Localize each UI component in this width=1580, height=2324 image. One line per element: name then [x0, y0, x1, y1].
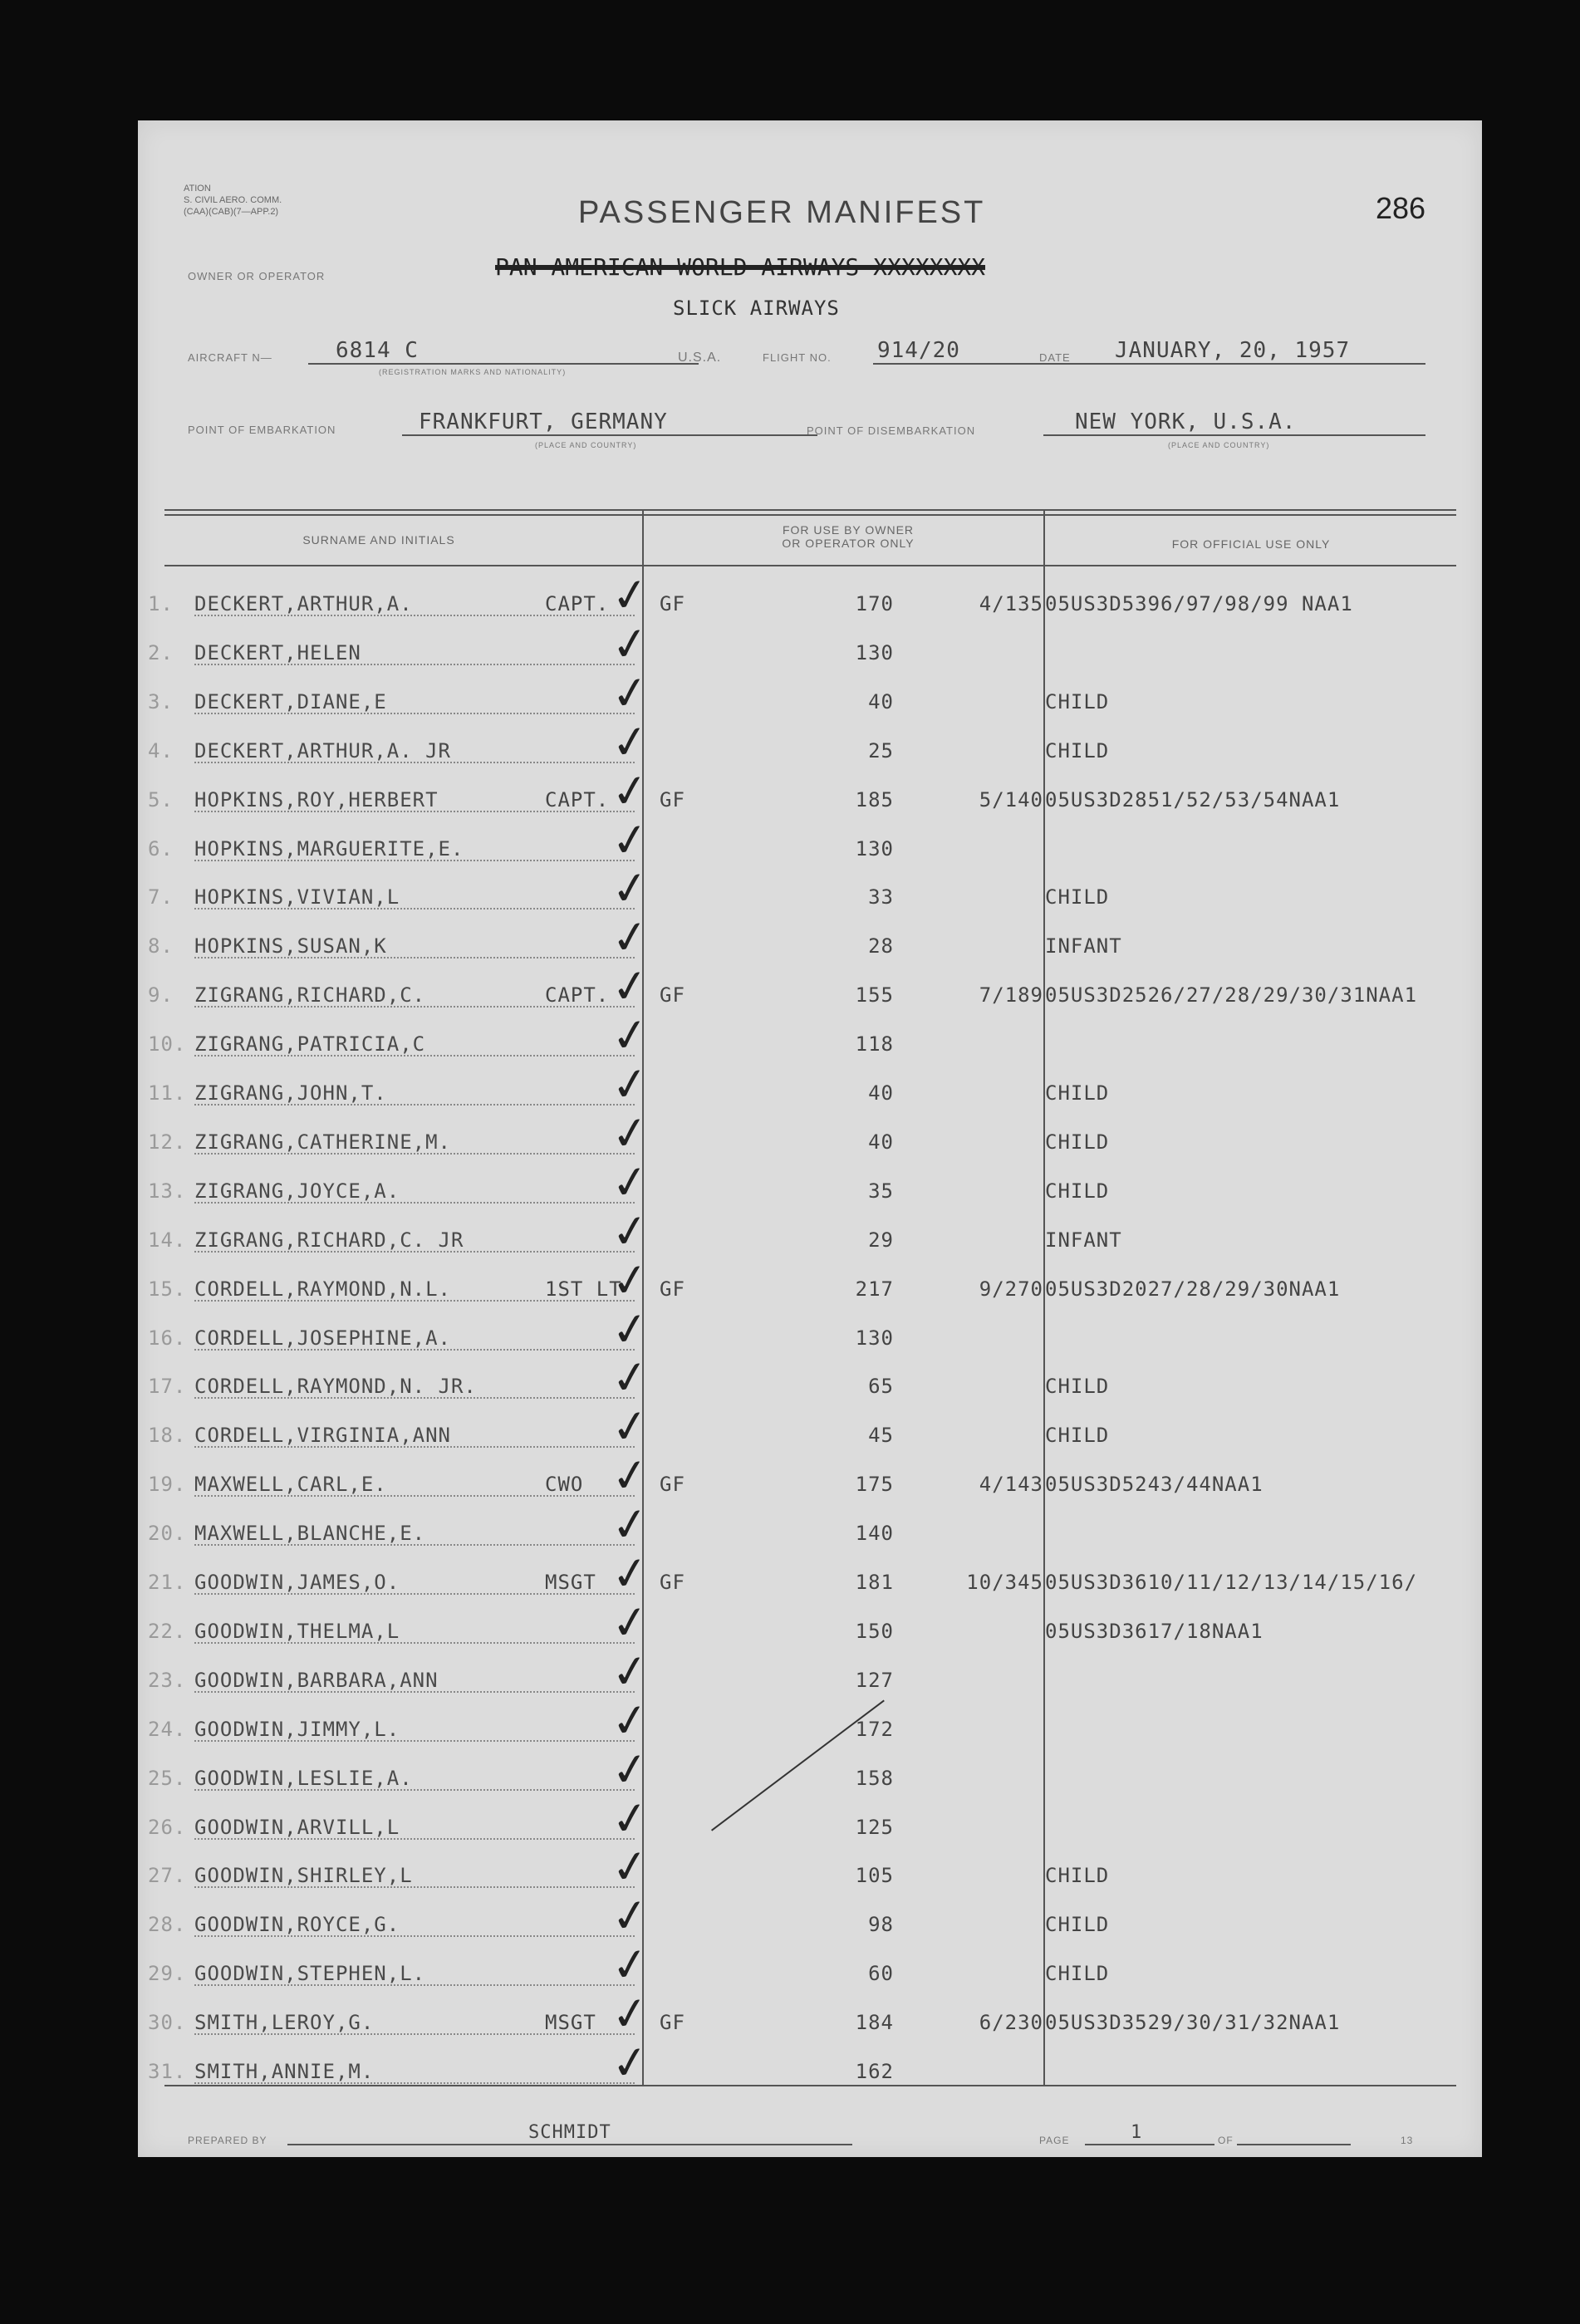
column-header-owner	[711, 523, 985, 550]
table-row	[138, 1153, 1482, 1213]
check-mark: ✓	[607, 1545, 653, 1602]
prepared-by-underline	[287, 2144, 852, 2145]
passenger-name: ZIGRANG,RICHARD,C. JR	[194, 1228, 464, 1252]
date-label: DATE	[1039, 351, 1071, 364]
check-mark: ✓	[607, 1691, 653, 1749]
row-number: 9.	[148, 983, 174, 1008]
check-mark: ✓	[607, 1447, 653, 1505]
table-row	[138, 762, 1482, 821]
passenger-name: DECKERT,ARTHUR,A. JR	[194, 738, 451, 762]
row-number: 7.	[148, 885, 174, 909]
check-mark: ✓	[607, 566, 653, 624]
weight: 60	[868, 1962, 894, 1986]
weight: 35	[868, 1179, 894, 1203]
row-number: 29.	[148, 1962, 187, 1986]
official-note: CHILD	[1045, 1081, 1110, 1105]
row-number: 26.	[148, 1815, 187, 1839]
table-row	[138, 1349, 1482, 1408]
check-mark: ✓	[607, 1153, 653, 1211]
weight: 150	[855, 1619, 894, 1643]
check-mark: ✓	[607, 664, 653, 722]
official-note: INFANT	[1045, 1228, 1122, 1252]
embark-point: FRANKFURT, GERMANY	[419, 409, 668, 434]
official-note: CHILD	[1045, 689, 1110, 713]
table-row	[138, 566, 1482, 625]
row-number: 12.	[148, 1130, 187, 1154]
manifest-sheet	[138, 120, 1482, 2157]
table-row	[138, 860, 1482, 919]
weight: 40	[868, 689, 894, 713]
weight: 172	[855, 1717, 894, 1741]
check-mark: ✓	[607, 811, 653, 869]
weight: 118	[855, 1032, 894, 1057]
column-header-name: SURNAME AND INITIALS	[302, 533, 455, 547]
passenger-name: CORDELL,RAYMOND,N. JR.	[194, 1375, 477, 1399]
date-underline	[1085, 363, 1425, 365]
table-row	[138, 958, 1482, 1017]
table-row	[138, 1887, 1482, 1946]
weight: 158	[855, 1766, 894, 1790]
weight: 98	[868, 1913, 894, 1937]
rank: CAPT.	[545, 983, 610, 1008]
check-mark: ✓	[607, 1300, 653, 1358]
row-number: 1.	[148, 592, 174, 615]
code: GF	[660, 2011, 685, 2035]
column-header-owner-line2: OR OPERATOR ONLY	[782, 537, 915, 550]
row-number: 16.	[148, 1326, 187, 1350]
passenger-name: GOODWIN,JIMMY,L.	[194, 1717, 400, 1741]
code: GF	[660, 787, 685, 811]
table-row	[138, 1740, 1482, 1800]
weight: 127	[855, 1668, 894, 1692]
page-total: 13	[1401, 2135, 1414, 2146]
passenger-name: GOODWIN,STEPHEN,L.	[194, 1962, 426, 1986]
passenger-name: GOODWIN,THELMA,L	[194, 1619, 400, 1643]
aircraft-underline	[308, 363, 699, 365]
official-note: INFANT	[1045, 934, 1122, 959]
weight: 140	[855, 1522, 894, 1546]
row-number: 23.	[148, 1668, 187, 1692]
row-number: 19.	[148, 1473, 187, 1497]
official-note: CHILD	[1045, 1375, 1110, 1399]
disembark-label: POINT OF DISEMBARKATION	[807, 424, 976, 437]
row-number: 17.	[148, 1375, 187, 1399]
row-number: 30.	[148, 2011, 187, 2035]
form-ref-line1: ATION	[184, 184, 211, 194]
passenger-name: HOPKINS,MARGUERITE,E.	[194, 836, 464, 860]
rank: MSGT	[545, 1571, 596, 1594]
owner-label: OWNER OR OPERATOR	[188, 270, 326, 282]
rank: CAPT.	[545, 592, 610, 615]
disembark-sublabel: (PLACE AND COUNTRY)	[1168, 441, 1270, 449]
table-row	[138, 1496, 1482, 1555]
weight: 155	[855, 983, 894, 1008]
weight: 45	[868, 1424, 894, 1448]
row-number: 3.	[148, 689, 174, 713]
check-mark: ✓	[607, 1985, 653, 2042]
prepared-by-name: SCHMIDT	[528, 2122, 611, 2143]
row-number: 20.	[148, 1522, 187, 1546]
table-top-rule	[164, 509, 1456, 511]
row-number: 25.	[148, 1766, 187, 1790]
weight: 184	[855, 2011, 894, 2035]
baggage: 5/140	[979, 787, 1043, 811]
check-mark: ✓	[607, 1251, 653, 1309]
table-row	[138, 615, 1482, 674]
row-number: 5.	[148, 787, 174, 811]
official-note: CHILD	[1045, 1962, 1110, 1986]
weight: 33	[868, 885, 894, 909]
table-row	[138, 1007, 1482, 1066]
aircraft-sublabel: (REGISTRATION MARKS AND NATIONALITY)	[379, 368, 567, 376]
official-note: CHILD	[1045, 1913, 1110, 1937]
passenger-name: HOPKINS,SUSAN,K	[194, 934, 387, 959]
column-header-owner-line1: FOR USE BY OWNER	[782, 523, 915, 537]
weight: 185	[855, 787, 894, 811]
row-number: 28.	[148, 1913, 187, 1937]
weight: 65	[868, 1375, 894, 1399]
page-title: PASSENGER MANIFEST	[578, 195, 986, 230]
check-mark: ✓	[607, 1887, 653, 1945]
check-mark: ✓	[607, 1105, 653, 1162]
check-mark: ✓	[607, 958, 653, 1016]
passenger-name: DECKERT,DIANE,E	[194, 689, 387, 713]
check-mark: ✓	[607, 2034, 653, 2091]
rank: CWO	[545, 1473, 584, 1497]
official-note: CHILD	[1045, 1424, 1110, 1448]
prepared-by-label: PREPARED BY	[188, 2135, 267, 2146]
table-header-rule	[164, 565, 1456, 566]
aircraft-label: AIRCRAFT N—	[188, 351, 272, 364]
weight: 130	[855, 1326, 894, 1350]
check-mark: ✓	[607, 1594, 653, 1651]
check-mark: ✓	[607, 909, 653, 967]
weight: 170	[855, 592, 894, 615]
column-header-official: FOR OFFICIAL USE ONLY	[1171, 537, 1331, 551]
table-row	[138, 1447, 1482, 1506]
row-number: 10.	[148, 1032, 187, 1057]
table-row	[138, 713, 1482, 772]
passenger-name: MAXWELL,BLANCHE,E.	[194, 1522, 426, 1546]
official-note: 05US3D2526/27/28/29/30/31NAA1	[1045, 983, 1418, 1008]
row-number: 31.	[148, 2060, 187, 2083]
official-note: 05US3D5243/44NAA1	[1045, 1473, 1264, 1497]
passenger-name: DECKERT,HELEN	[194, 640, 361, 664]
check-mark: ✓	[607, 713, 653, 771]
official-note: 05US3D2851/52/53/54NAA1	[1045, 787, 1341, 811]
table-top-rule-2	[164, 514, 1456, 516]
check-mark: ✓	[607, 1936, 653, 1994]
weight: 217	[855, 1277, 894, 1301]
weight: 28	[868, 934, 894, 959]
page-stamp-number: 286	[1376, 191, 1426, 225]
code: GF	[660, 1473, 685, 1497]
check-mark: ✓	[607, 1789, 653, 1847]
rank: CAPT.	[545, 787, 610, 811]
passenger-name: CORDELL,RAYMOND,N.L.	[194, 1277, 451, 1301]
weight: 105	[855, 1864, 894, 1888]
check-mark: ✓	[607, 1007, 653, 1064]
passenger-name: ZIGRANG,JOHN,T.	[194, 1081, 387, 1105]
table-row	[138, 1056, 1482, 1115]
usa-label: U.S.A.	[678, 351, 722, 365]
baggage: 4/143	[979, 1473, 1043, 1497]
check-mark: ✓	[607, 1642, 653, 1700]
official-note: 05US3D5396/97/98/99 NAA1	[1045, 592, 1353, 615]
official-note: CHILD	[1045, 1179, 1110, 1203]
row-number: 4.	[148, 738, 174, 762]
official-note: 05US3D2027/28/29/30NAA1	[1045, 1277, 1341, 1301]
check-mark: ✓	[607, 1056, 653, 1113]
row-number: 18.	[148, 1424, 187, 1448]
page-number: 1	[1131, 2122, 1143, 2143]
passenger-name: SMITH,ANNIE,M.	[194, 2060, 375, 2083]
official-note: 05US3D3529/30/31/32NAA1	[1045, 2011, 1341, 2035]
table-row	[138, 664, 1482, 723]
row-number: 27.	[148, 1864, 187, 1888]
table-row	[138, 1789, 1482, 1849]
check-mark: ✓	[607, 1740, 653, 1798]
check-mark: ✓	[607, 1398, 653, 1456]
weight: 29	[868, 1228, 894, 1252]
row-number: 22.	[148, 1619, 187, 1643]
baggage: 4/135	[979, 592, 1043, 615]
baggage: 10/345	[966, 1571, 1043, 1594]
owner-struck-text: PAN AMERICAN WORLD AIRWAYS XXXXXXXX	[495, 253, 986, 281]
form-ref-line3: (CAA)(CAB)(7—APP.2)	[184, 207, 279, 217]
aircraft-registration: 6814 C	[336, 338, 419, 363]
row-number: 13.	[148, 1179, 187, 1203]
baggage: 6/230	[979, 2011, 1043, 2035]
passenger-name: ZIGRANG,CATHERINE,M.	[194, 1130, 451, 1154]
passenger-name: GOODWIN,BARBARA,ANN	[194, 1668, 439, 1692]
row-number: 14.	[148, 1228, 187, 1252]
passenger-name: GOODWIN,JAMES,O.	[194, 1571, 400, 1594]
table-row	[138, 1545, 1482, 1604]
check-mark: ✓	[607, 1838, 653, 1896]
rank: MSGT	[545, 2011, 596, 2035]
code: GF	[660, 592, 685, 615]
table-row	[138, 1300, 1482, 1360]
table-row	[138, 811, 1482, 870]
row-number: 15.	[148, 1277, 187, 1301]
form-ref-line2: S. CIVIL AERO. COMM.	[184, 195, 282, 205]
table-row	[138, 1594, 1482, 1653]
flight-label: FLIGHT NO.	[763, 351, 832, 364]
check-mark: ✓	[607, 1496, 653, 1553]
weight: 130	[855, 836, 894, 860]
official-note: 05US3D3617/18NAA1	[1045, 1619, 1264, 1643]
weight: 125	[855, 1815, 894, 1839]
row-number: 21.	[148, 1571, 187, 1594]
passenger-name: GOODWIN,SHIRLEY,L	[194, 1864, 413, 1888]
official-note: CHILD	[1045, 1130, 1110, 1154]
row-number: 6.	[148, 836, 174, 860]
code: GF	[660, 1277, 685, 1301]
official-note: CHILD	[1045, 885, 1110, 909]
table-row	[138, 1691, 1482, 1751]
page-label: PAGE	[1039, 2135, 1070, 2146]
baggage: 9/270	[979, 1277, 1043, 1301]
table-bottom-rule	[164, 2085, 1456, 2086]
passenger-name: SMITH,LEROY,G.	[194, 2011, 375, 2035]
weight: 40	[868, 1130, 894, 1154]
weight: 162	[855, 2060, 894, 2083]
row-number: 24.	[148, 1717, 187, 1741]
official-note: 05US3D3610/11/12/13/14/15/16/	[1045, 1571, 1418, 1594]
form-reference	[184, 183, 282, 218]
table-row	[138, 1105, 1482, 1164]
table-row	[138, 1251, 1482, 1311]
weight: 181	[855, 1571, 894, 1594]
weight: 40	[868, 1081, 894, 1105]
passenger-name: GOODWIN,ARVILL,L	[194, 1815, 400, 1839]
check-mark: ✓	[607, 860, 653, 918]
operator-name: SLICK AIRWAYS	[673, 297, 840, 320]
weight: 130	[855, 640, 894, 664]
row-number: 2.	[148, 640, 174, 664]
passenger-name: ZIGRANG,RICHARD,C.	[194, 983, 426, 1008]
weight: 25	[868, 738, 894, 762]
check-mark: ✓	[607, 1202, 653, 1260]
passenger-name: ZIGRANG,JOYCE,A.	[194, 1179, 400, 1203]
passenger-name: CORDELL,JOSEPHINE,A.	[194, 1326, 451, 1350]
flight-number: 914/20	[877, 338, 960, 363]
table-row	[138, 1642, 1482, 1702]
passenger-name: HOPKINS,ROY,HERBERT	[194, 787, 439, 811]
passenger-name: GOODWIN,LESLIE,A.	[194, 1766, 413, 1790]
flight-date: JANUARY, 20, 1957	[1115, 338, 1351, 363]
check-mark: ✓	[607, 1349, 653, 1407]
of-label: OF	[1214, 2135, 1237, 2146]
table-row	[138, 1202, 1482, 1262]
row-number: 8.	[148, 934, 174, 959]
weight: 175	[855, 1473, 894, 1497]
disembark-underline	[1043, 434, 1425, 436]
passenger-name: GOODWIN,ROYCE,G.	[194, 1913, 400, 1937]
passenger-name: CORDELL,VIRGINIA,ANN	[194, 1424, 451, 1448]
table-row	[138, 909, 1482, 968]
table-row	[138, 1985, 1482, 2044]
baggage: 7/189	[979, 983, 1043, 1008]
embark-label: POINT OF EMBARKATION	[188, 424, 336, 436]
check-mark: ✓	[607, 762, 653, 820]
official-note: CHILD	[1045, 738, 1110, 762]
passenger-name: HOPKINS,VIVIAN,L	[194, 885, 400, 909]
passenger-name: DECKERT,ARTHUR,A.	[194, 592, 413, 615]
table-row	[138, 1936, 1482, 1995]
official-note: CHILD	[1045, 1864, 1110, 1888]
code: GF	[660, 1571, 685, 1594]
row-number: 11.	[148, 1081, 187, 1105]
table-row	[138, 1838, 1482, 1897]
table-row	[138, 1398, 1482, 1457]
passenger-name: ZIGRANG,PATRICIA,C	[194, 1032, 426, 1057]
disembark-point: NEW YORK, U.S.A.	[1075, 409, 1297, 434]
check-mark: ✓	[607, 615, 653, 673]
passenger-name: MAXWELL,CARL,E.	[194, 1473, 387, 1497]
embark-underline	[402, 434, 817, 436]
code: GF	[660, 983, 685, 1008]
rank: 1ST LT	[545, 1277, 622, 1301]
embark-sublabel: (PLACE AND COUNTRY)	[535, 441, 637, 449]
